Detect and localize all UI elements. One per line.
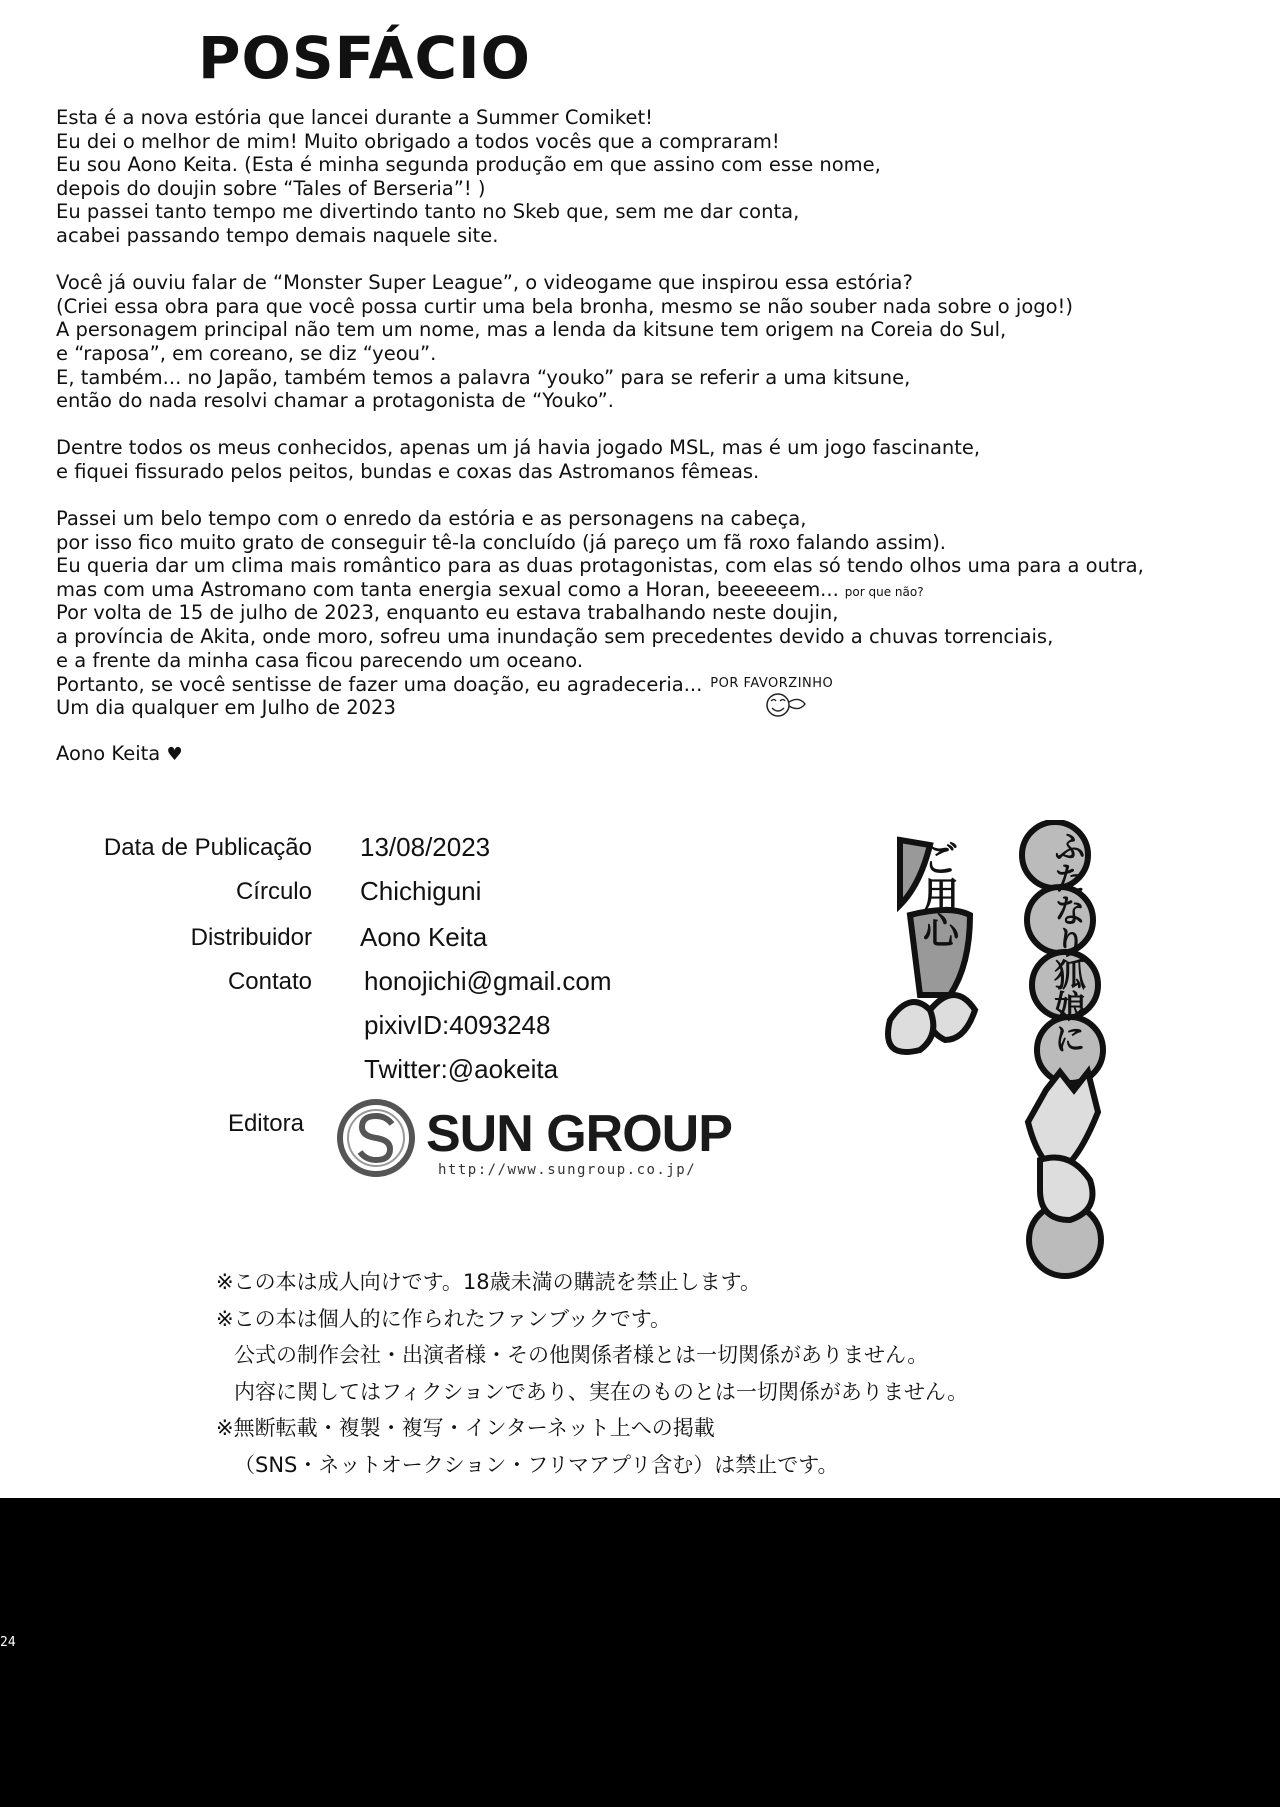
text-line: a província de Akita, onde moro, sofreu uma inundação sem precedentes devido a chuvas torrenciais, bbox=[56, 625, 1054, 649]
signature bbox=[56, 742, 183, 765]
distributor-label: Distribuidor bbox=[190, 924, 312, 951]
title-logo-art bbox=[870, 820, 1130, 1320]
text-line: A personagem principal não tem um nome, mas a lenda da kitsune tem origem na Coreia do Sul, bbox=[56, 318, 1007, 342]
paragraph-gap bbox=[56, 484, 1236, 508]
text-line: Eu queria dar um clima mais romântico para as duas protagonistas, com elas só tendo olhos uma para a outra, bbox=[56, 554, 1144, 578]
text-line: e fiquei fissurado pelos peitos, bundas e coxas das Astromanos fêmeas. bbox=[56, 459, 760, 483]
publisher-name: SUN GROUP bbox=[426, 1105, 732, 1163]
text-line: Um dia qualquer em Julho de 2023 bbox=[56, 695, 396, 719]
contact-label: Contato bbox=[227, 968, 312, 995]
paragraph-gap bbox=[56, 248, 1236, 272]
contact-twitter: Twitter:@aokeita bbox=[364, 1054, 559, 1084]
circle-value: Chichiguni bbox=[360, 876, 482, 906]
page-number: 24 bbox=[0, 1635, 16, 1650]
text-line: depois do doujin sobre “Tales of Berseria”! ) bbox=[56, 176, 486, 200]
text-line: e a frente da minha casa ficou parecendo um oceano. bbox=[56, 648, 584, 672]
text-line: E, também... no Japão, também temos a palavra “youko” para se referir a uma kitsune, bbox=[56, 365, 911, 389]
aside-note: POR FAVORZINHO bbox=[710, 676, 834, 692]
text-line-main: mas com uma Astromano com tanta energia sexual como a Horan, beeeeeem... bbox=[56, 577, 839, 601]
notice-line: （SNS・ネットオークション・フリマアプリ含む）は禁止です。 bbox=[234, 1452, 839, 1477]
paragraph-gap bbox=[56, 413, 1236, 437]
text-line: Por volta de 15 de julho de 2023, enquanto eu estava trabalhando neste doujin, bbox=[56, 601, 839, 625]
sun-group-emblem-icon bbox=[336, 1098, 416, 1178]
heart-icon: ♥ bbox=[166, 744, 183, 765]
notice-line: ※無断転載・複製・複写・インターネット上への掲載 bbox=[216, 1416, 715, 1440]
pub-date-value: 13/08/2023 bbox=[360, 832, 491, 862]
notice-line: 内容に関してはフィクションであり、実在のものとは一切関係がありません。 bbox=[234, 1379, 969, 1404]
publisher-logo bbox=[336, 1098, 736, 1183]
text-line: Esta é a nova estória que lancei durante a Summer Comiket! bbox=[56, 106, 653, 129]
text-line: (Criei essa obra para que você possa curtir uma bela bronha, mesmo se não souber nada sobre o jogo!) bbox=[56, 294, 1073, 318]
text-line: por isso fico muito grato de conseguir tê-la concluído (já pareço um fã roxo falando assim). bbox=[56, 530, 947, 554]
text-line: Eu sou Aono Keita. (Esta é minha segunda produção em que assino com esse nome, bbox=[56, 153, 881, 177]
smiley-face-doodle bbox=[762, 690, 812, 720]
text-line bbox=[56, 672, 1236, 696]
publisher-url: http://www.sungroup.co.jp/ bbox=[438, 1162, 697, 1178]
text-line: então do nada resolvi chamar a protagonista de “Youko”. bbox=[56, 389, 614, 413]
notice-line: 公式の制作会社・出演者様・その他関係者様とは一切関係がありません。 bbox=[234, 1343, 929, 1367]
author-name: Aono Keita bbox=[56, 742, 161, 765]
pub-date-label: Data de Publicação bbox=[103, 834, 312, 861]
text-line bbox=[56, 578, 1236, 602]
aside-note: por que não? bbox=[844, 584, 924, 599]
text-line-main: Portanto, se você sentisse de fazer uma doação, eu agradeceria... bbox=[56, 673, 703, 697]
text-line: Eu passei tanto tempo me divertindo tanto no Skeb que, sem me dar conta, bbox=[56, 200, 800, 224]
circle-label: Círculo bbox=[235, 878, 312, 905]
text-line: Eu dei o melhor de mim! Muito obrigado a todos vocês que a compraram! bbox=[56, 129, 780, 153]
notice-line: ※この本は成人向けです。18歳未満の購読を禁止します。 bbox=[216, 1270, 761, 1294]
text-line: e “raposa”, em coreano, se diz “yeou”. bbox=[56, 341, 437, 365]
distributor-value: Aono Keita bbox=[360, 922, 488, 952]
legal-notices bbox=[216, 1266, 968, 1485]
text-line: acabei passando tempo demais naquele site. bbox=[56, 223, 499, 247]
notice-line: ※この本は個人的に作られたファンブックです。 bbox=[216, 1306, 672, 1331]
text-line: Passei um belo tempo com o enredo da estória e as personagens na cabeça, bbox=[56, 507, 807, 531]
afterword-text bbox=[56, 106, 1236, 719]
title-art-left-text: ご用心 bbox=[917, 840, 959, 948]
title-art-right-text: ふたなり狐娘に bbox=[1049, 830, 1087, 1054]
contact-email: honojichi@gmail.com bbox=[364, 966, 612, 996]
text-line: Dentre todos os meus conhecidos, apenas um já havia jogado MSL, mas é um jogo fascinante, bbox=[56, 436, 981, 460]
contact-pixiv: pixivID:4093248 bbox=[364, 1010, 551, 1040]
publisher-label: Editora bbox=[227, 1110, 304, 1137]
page-title: POSFÁCIO bbox=[198, 24, 531, 92]
text-line: Você já ouviu falar de “Monster Super League”, o videogame que inspirou essa estória? bbox=[56, 271, 913, 295]
